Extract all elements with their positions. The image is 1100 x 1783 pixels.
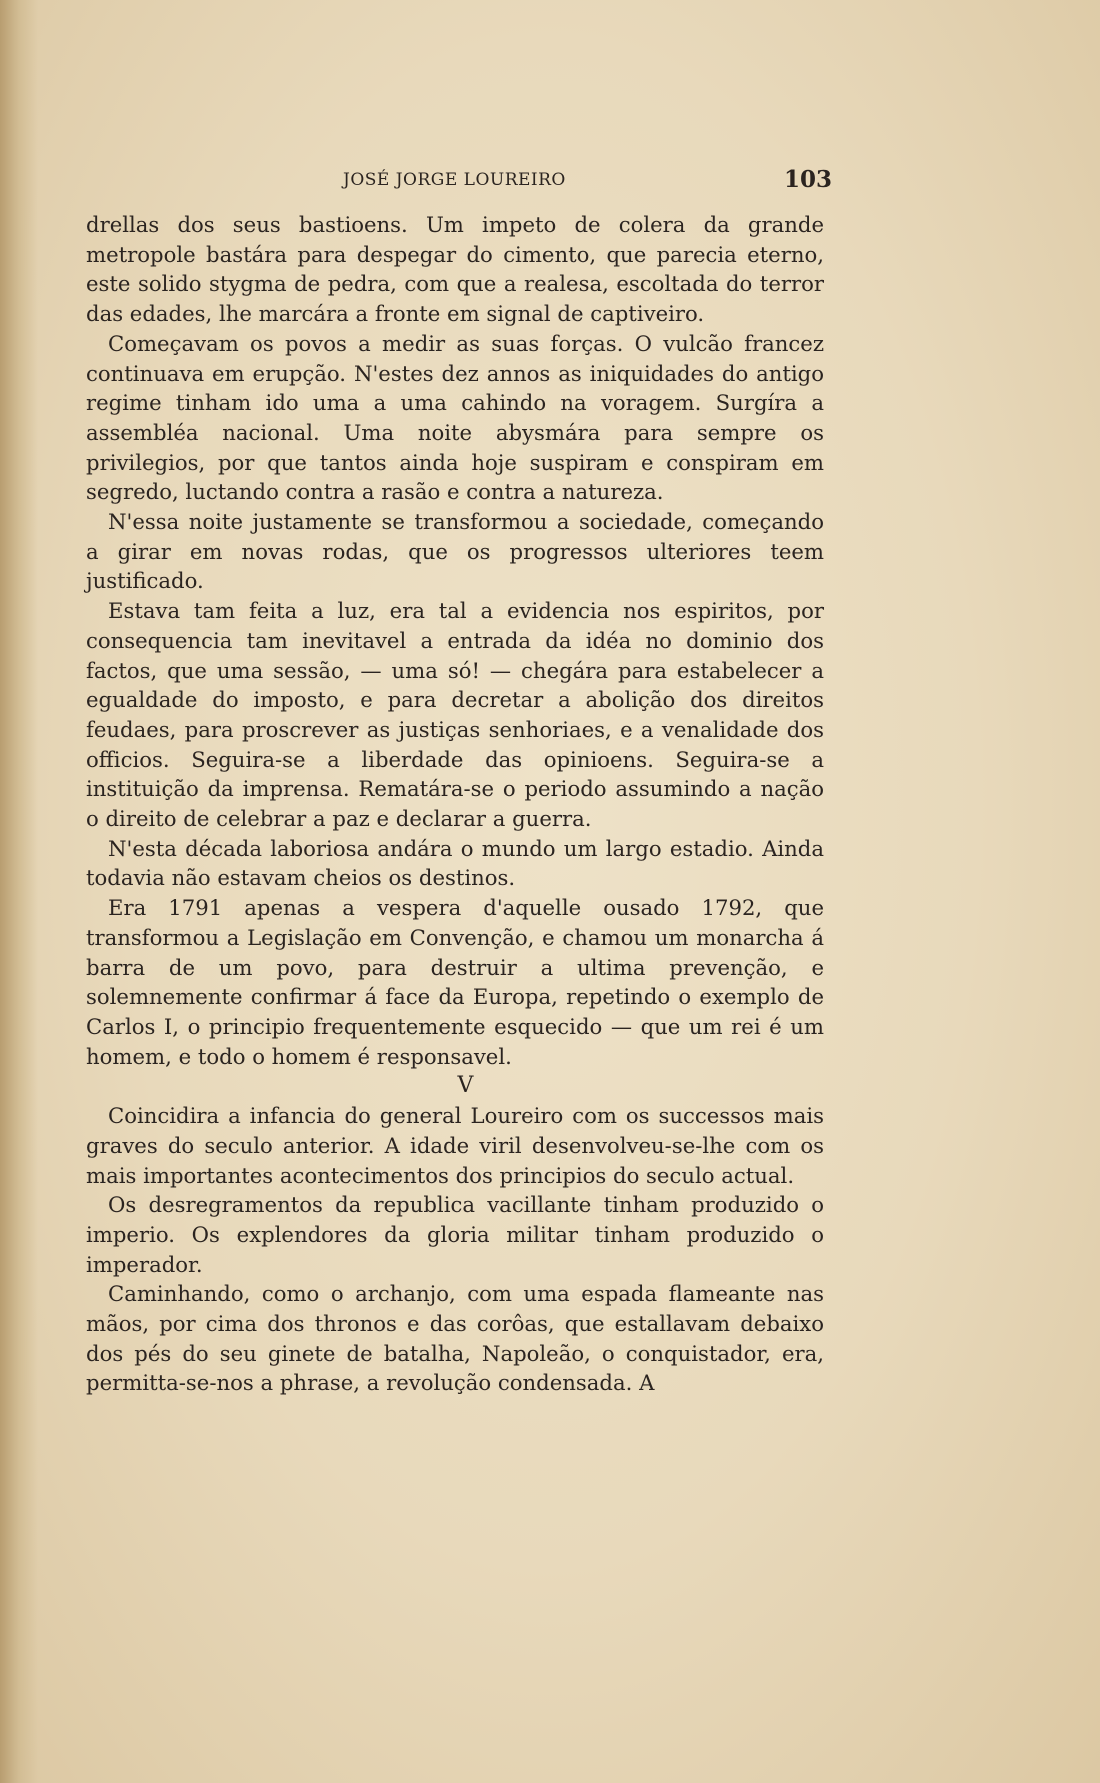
page-number: 103 bbox=[784, 166, 833, 193]
paragraph: Estava tam feita a luz, era tal a evidencia nos espiritos, por consequencia tam inevitavel a entrada da idéa no dominio dos factos, que uma sessão, — uma só! — chegára para estabelecer a egualdade do imposto, e para decretar a abolição dos direitos feudaes, para proscrever as justiças senhoriaes, e a venalidade dos officios. Seguira-se a liberdade das opinioens. Seguira-se a instituição da imprensa. Rematára-se o periodo assumindo a nação o direito de celebrar a paz e declarar a guerra. bbox=[86, 598, 824, 832]
paragraph: Era 1791 apenas a vespera d'aquelle ousado 1792, que transformou a Legislação em Convenção, e chamou um monarcha á barra de um povo, para destruir a ultima prevenção, e solemnemente confirmar á face da Europa, repetindo o exemplo de Carlos I, o principio frequentemente esquecido — que um rei é um homem, e todo o homem é responsavel. bbox=[86, 895, 824, 1069]
running-title: JOSÉ JORGE LOUREIRO bbox=[343, 170, 566, 190]
running-head bbox=[0, 166, 1100, 196]
body-text bbox=[86, 210, 824, 1398]
paragraph: drellas dos seus bastioens. Um impeto de colera da grande metropole bastára para despegar do cimento, que parecia eterno, este solido stygma de pedra, com que a realesa, escoltada do terror das edades, lhe marcára a fronte em signal de captiveiro. bbox=[86, 212, 824, 327]
paragraph: Os desregramentos da republica vacillante tinham produzido o imperio. Os explendores da gloria militar tinham produzido o imperador. bbox=[86, 1192, 824, 1277]
paragraph: Coincidira a infancia do general Loureiro com os successos mais graves do seculo anterior. A idade viril desenvolveu-se-lhe com os mais importantes acontecimentos dos principios do seculo actual. bbox=[86, 1103, 824, 1188]
paragraph: N'essa noite justamente se transformou a sociedade, começando a girar em novas rodas, que os progressos ulteriores teem justificado. bbox=[86, 509, 824, 594]
section-heading: V bbox=[457, 1073, 475, 1099]
paragraph: Caminhando, como o archanjo, com uma espada flameante nas mãos, por cima dos thronos e das corôas, que estallavam debaixo dos pés do seu ginete de batalha, Napoleão, o conquistador, era, permitta-se-nos a phrase, a revolução condensada. A bbox=[86, 1281, 824, 1396]
page-binding-shadow bbox=[0, 0, 38, 1783]
paragraph: Começavam os povos a medir as suas forças. O vulcão francez continuava em erupção. N'estes dez annos as iniquidades do antigo regime tinham ido uma a uma cahindo na voragem. Surgíra a assembléa nacional. Uma noite abysmára para sempre os privilegios, por que tantos ainda hoje suspiram e conspiram em segredo, luctando contra a rasão e contra a natureza. bbox=[86, 330, 824, 505]
paragraph: N'esta década laboriosa andára o mundo um largo estadio. Ainda todavia não estavam cheios os destinos. bbox=[86, 835, 824, 891]
